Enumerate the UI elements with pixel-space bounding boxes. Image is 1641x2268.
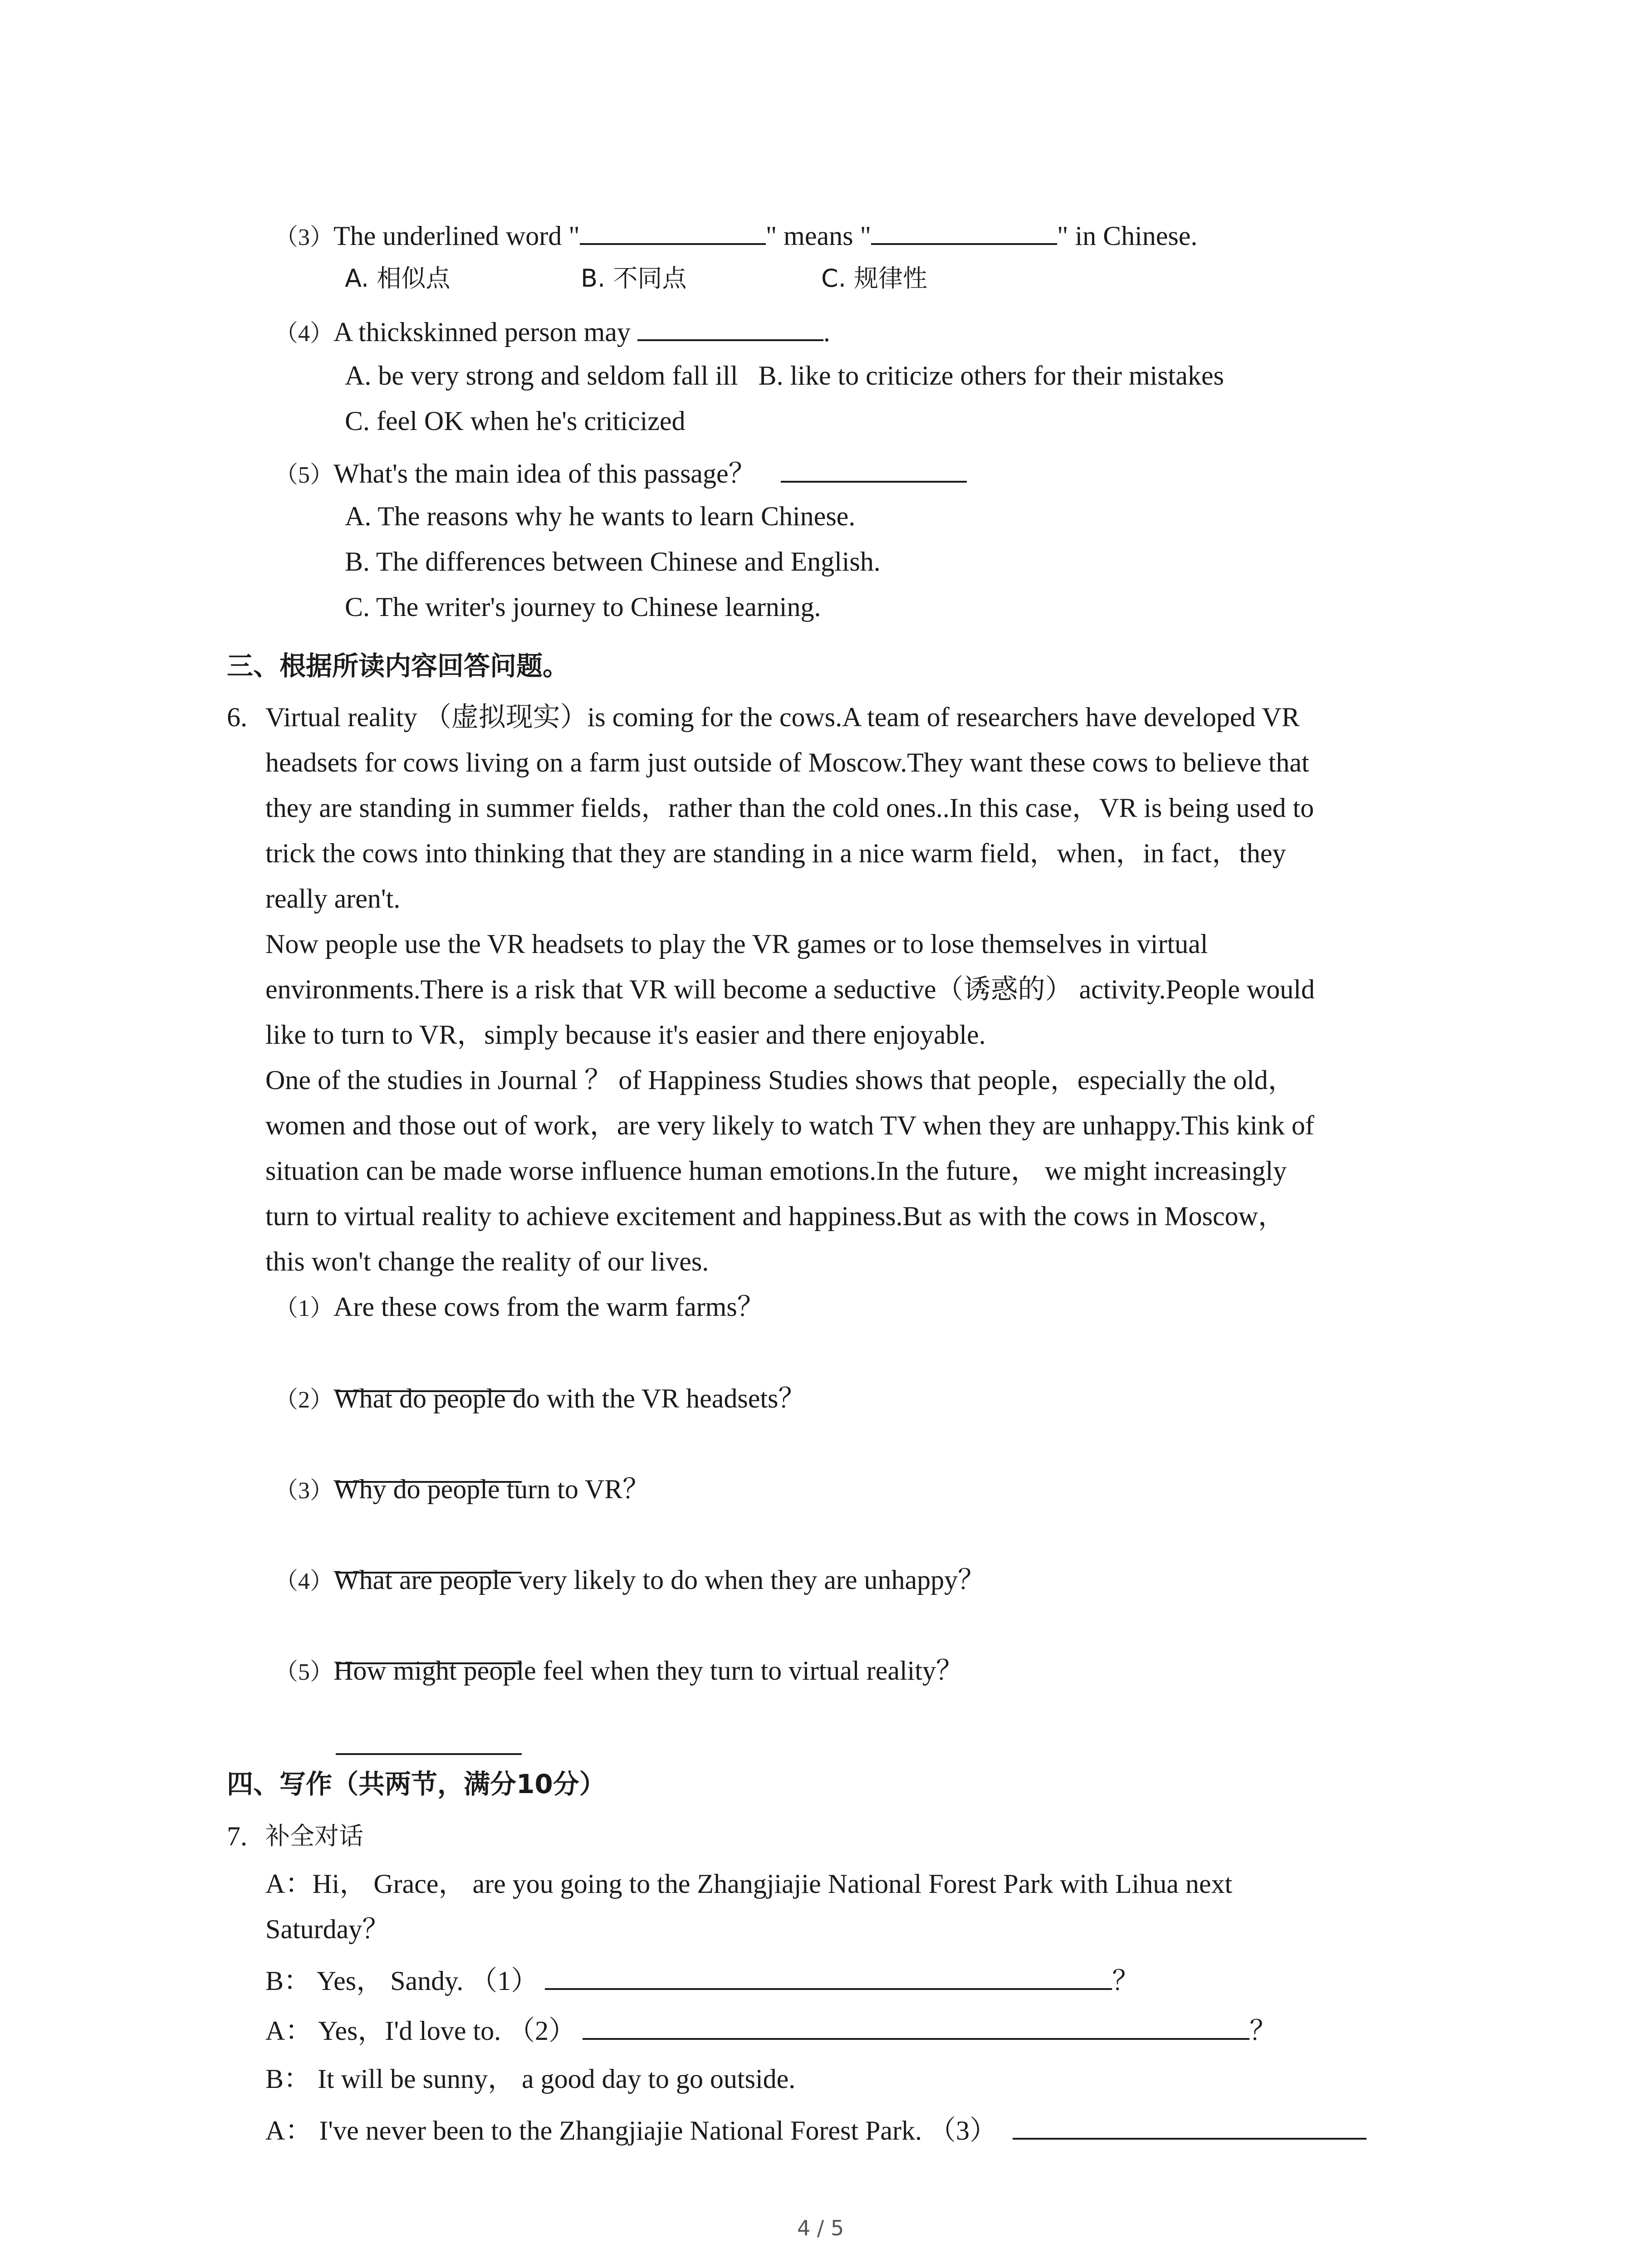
option-a: A. 相似点 xyxy=(345,264,451,293)
question-item xyxy=(274,1563,985,1599)
section-heading: 四、写作（共两节，满分10分） xyxy=(227,1769,606,1799)
question-number: （1） xyxy=(274,1295,334,1321)
question-4 xyxy=(274,313,830,351)
passage-line: this won't change the reality of our lives. xyxy=(265,1246,709,1276)
option-c: C. 规律性 xyxy=(821,264,928,293)
answer-blank[interactable] xyxy=(545,1962,1112,1990)
question-number: （5） xyxy=(274,462,334,488)
passage-line: turn to virtual reality to achieve excitement and happiness.But as with the cows in Moscow， xyxy=(265,1201,1285,1231)
passage-line: environments.There is a risk that VR will become a seductive（诱惑的） activity.People would xyxy=(265,974,1315,1004)
option-c: C. The writer's journey to Chinese learning. xyxy=(345,592,821,622)
answer-blank[interactable] xyxy=(580,217,766,245)
dialog-line xyxy=(265,1962,1139,1998)
passage-line: headsets for cows living on a farm just outside of Moscow.They want these cows to believe that xyxy=(265,748,1309,777)
answer-blank[interactable] xyxy=(781,455,967,483)
passage-line: trick the cows into thinking that they are standing in a nice warm field，when，in fact，they xyxy=(265,838,1286,868)
passage-line: really aren't. xyxy=(265,884,401,914)
question-text: " means " xyxy=(765,221,871,251)
answer-blank[interactable] xyxy=(583,2012,1249,2040)
page-number: 4 / 5 xyxy=(797,2216,844,2240)
answer-blank[interactable] xyxy=(1013,2112,1367,2140)
item-title: 补全对话 xyxy=(265,1822,363,1850)
question-5 xyxy=(274,455,967,493)
question-text: What's the main idea of this passage？ xyxy=(333,459,756,489)
dialog-line xyxy=(265,2112,1367,2148)
answer-line[interactable] xyxy=(336,1753,522,1755)
question-item xyxy=(274,1290,764,1326)
option-a: A. The reasons why he wants to learn Chinese. xyxy=(345,501,856,531)
dialog-text: A： Yes，I'd love to. （2） xyxy=(265,2016,576,2046)
item-number: 7. xyxy=(227,1821,247,1851)
question-text: What do people do with the VR headsets？ xyxy=(333,1383,806,1413)
question-text: Why do people turn to VR？ xyxy=(333,1474,650,1504)
question-text: Are these cows from the warm farms？ xyxy=(333,1292,764,1322)
options-ab: A. be very strong and seldom fall ill B. like to criticize others for their mistakes xyxy=(345,361,1224,391)
question-number: （4） xyxy=(274,1569,334,1594)
question-text: . xyxy=(823,317,830,347)
option-b: B. The differences between Chinese and English. xyxy=(345,547,881,577)
answer-blank[interactable] xyxy=(637,313,823,341)
question-number: （2） xyxy=(274,1387,334,1413)
question-number: （3） xyxy=(274,225,334,250)
item-number: 6. xyxy=(227,702,247,732)
section-heading: 三、根据所读内容回答问题。 xyxy=(227,650,569,681)
question-text: A thickskinned person may xyxy=(333,317,631,347)
question-item xyxy=(274,1472,650,1508)
question-number: （3） xyxy=(274,1478,334,1504)
dialog-end: ？ xyxy=(1112,1966,1140,1996)
option-c: C. feel OK when he's criticized xyxy=(345,406,686,436)
question-3 xyxy=(274,217,1197,255)
option-b: B. 不同点 xyxy=(581,264,687,293)
passage-line: One of the studies in Journal ？ of Happiness Studies shows that people，especially the old， xyxy=(265,1065,1295,1095)
question-number: （4） xyxy=(274,321,334,347)
dialog-text: B： Yes， Sandy. （1） xyxy=(265,1966,539,1996)
question-item xyxy=(274,1653,963,1690)
passage-line: women and those out of work，are very likely to watch TV when they are unhappy.This kink of xyxy=(265,1110,1314,1140)
dialog-text: A： I've never been to the Zhangjiajie National Forest Park. （3） xyxy=(265,2116,997,2146)
question-text: How might people feel when they turn to virtual reality？ xyxy=(333,1656,963,1686)
question-text: What are people very likely to do when they are unhappy？ xyxy=(333,1565,985,1595)
passage-line: like to turn to VR，simply because it's easier and there enjoyable. xyxy=(265,1020,986,1050)
question-item xyxy=(274,1381,805,1418)
dialog-line: A：Hi， Grace， are you going to the Zhangjiajie National Forest Park with Lihua next xyxy=(265,1869,1233,1899)
dialog-line: B： It will be sunny， a good day to go outside. xyxy=(265,2064,796,2094)
dialog-line xyxy=(265,2012,1277,2048)
passage-line: Now people use the VR headsets to play the VR games or to lose themselves in virtual xyxy=(265,929,1208,959)
question-text: The underlined word " xyxy=(333,221,580,251)
dialog-end: ？ xyxy=(1249,2016,1277,2046)
question-text: " in Chinese. xyxy=(1057,221,1198,251)
passage-line: Virtual reality （虚拟现实）is coming for the cows.A team of researchers have developed VR xyxy=(265,702,1300,732)
dialog-line: Saturday？ xyxy=(265,1914,390,1944)
passage-line: they are standing in summer fields，rather than the cold ones..In this case，VR is being used to xyxy=(265,793,1314,823)
passage-line: situation can be made worse influence human emotions.In the future， we might increasingly xyxy=(265,1156,1287,1186)
answer-blank[interactable] xyxy=(871,217,1057,245)
question-number: （5） xyxy=(274,1659,334,1685)
